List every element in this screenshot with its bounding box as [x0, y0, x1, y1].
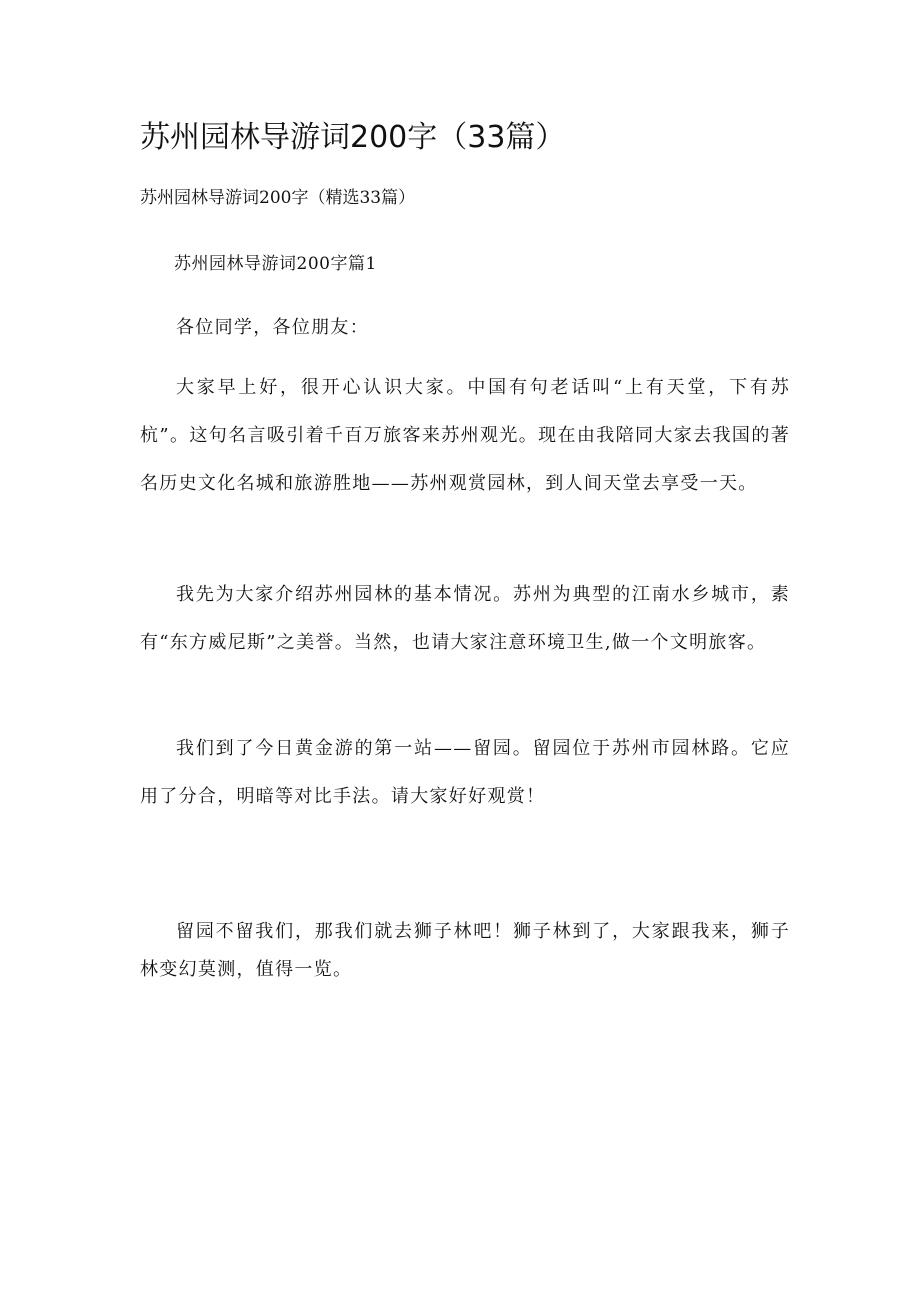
paragraph-4: 留园不留我们，那我们就去狮子林吧！狮子林到了，大家跟我来，狮子林变幻莫测，值得一览。 — [140, 921, 790, 980]
document-subtitle: 苏州园林导游词200字（精选33篇） — [140, 188, 416, 208]
paragraph-3: 我们到了今日黄金游的第一站——留园。留园位于苏州市园林路。它应用了分合，明暗等对比手法。请大家好好观赏！ — [140, 738, 790, 807]
document-title: 苏州园林导游词200字（33篇） — [140, 120, 566, 155]
paragraph-2: 我先为大家介绍苏州园林的基本情况。苏州为典型的江南水乡城市，素有“东方威尼斯”之美誉。当然，也请大家注意环境卫生,做一个文明旅客。 — [140, 584, 790, 653]
greeting-text: 各位同学，各位朋友： — [176, 317, 369, 338]
section-heading: 苏州园林导游词200字篇1 — [174, 254, 377, 274]
paragraph-1: 大家早上好，很开心认识大家。中国有句老话叫“上有天堂，下有苏杭”。这句名言吸引着千百万旅客来苏州观光。现在由我陪同大家去我国的著名历史文化名城和旅游胜地——苏州观赏园林，到人间天堂去享受一天。 — [140, 377, 790, 494]
